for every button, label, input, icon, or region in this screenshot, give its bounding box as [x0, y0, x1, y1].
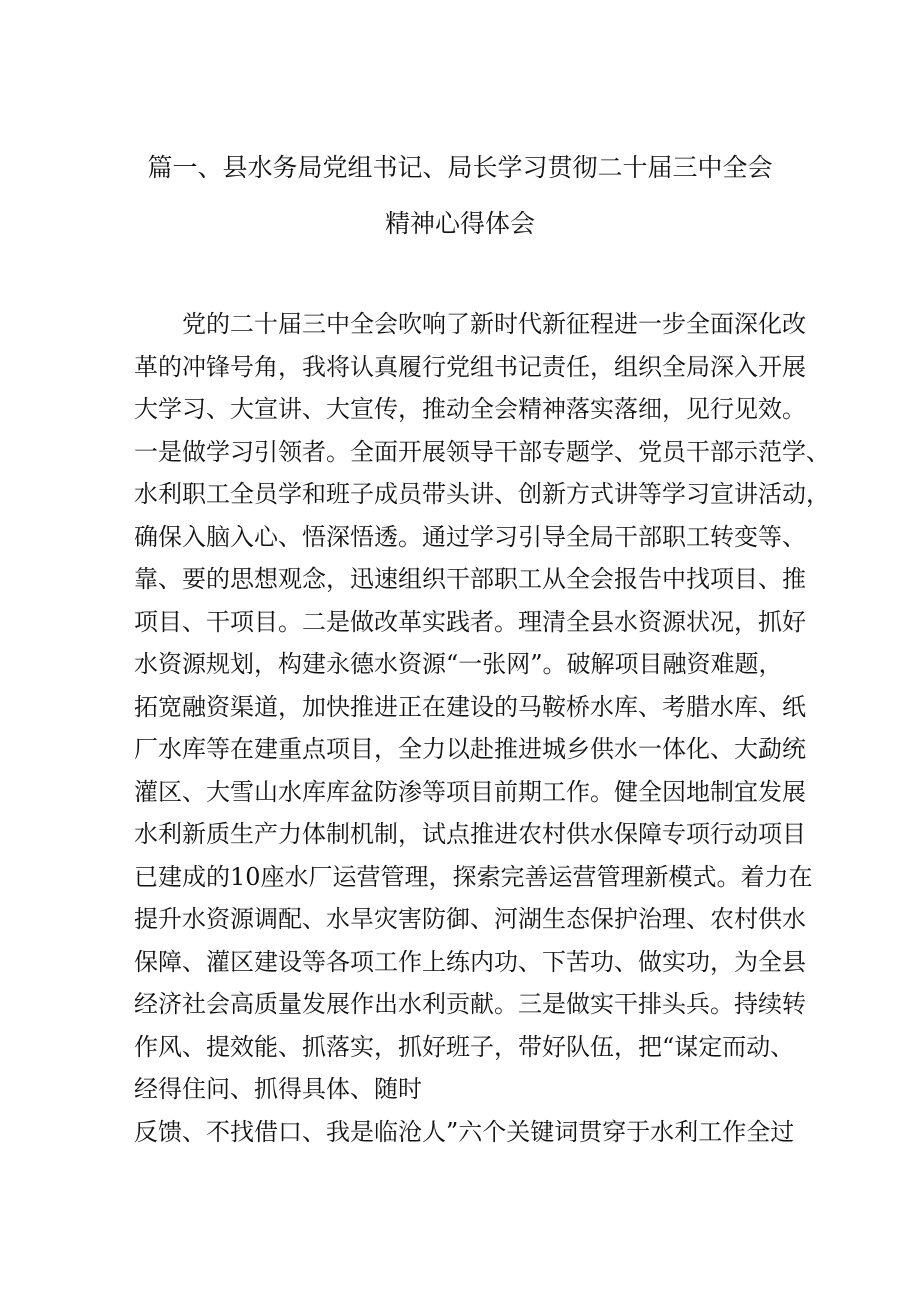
body-line: 一是做学习引领者。全面开展领导干部专题学、党员干部示范学、 [134, 437, 830, 466]
body-line: 保障、灌区建设等各项工作上练内功、下苦功、做实功，为全县 [134, 947, 806, 976]
body-line: 厂水库等在建重点项目，全力以赴推进城乡供水一体化、大勐统 [134, 735, 806, 763]
document-title-line-1: 篇一、县水务局党组书记、局长学习贯彻二十届三中全会 [147, 153, 773, 182]
body-line: 水资源规划，构建永德水资源“一张网”。破解项目融资难题， [134, 650, 783, 678]
body-line: 水利新质生产力体制机制，试点推进农村供水保障专项行动项目 [134, 820, 806, 848]
body-line: 提升水资源调配、水旱灾害防御、河湖生态保护治理、农村供水 [134, 905, 806, 933]
body-line: 作风、提效能、抓落实，抓好班子，带好队伍，把“谋定而动、 [134, 1032, 795, 1061]
document-title-line-2: 精神心得体会 [384, 209, 535, 238]
body-line: 已建成的10座水厂运营管理，探索完善运营管理新模式。着力在 [134, 862, 813, 891]
body-line: 项目、干项目。二是做改革实践者。理清全县水资源状况，抓好 [134, 607, 806, 636]
body-line: 靠、要的思想观念，迅速组织干部职工从全会报告中找项目、推 [134, 565, 806, 593]
body-line: 确保入脑入心、悟深悟透。通过学习引导全局干部职工转变等、 [134, 522, 806, 551]
body-line: 灌区、大雪山水库库盆防渗等项目前期工作。健全因地制宜发展 [134, 777, 806, 806]
body-line: 经济社会高质量发展作出水利贡献。三是做实干排头兵。持续转 [134, 990, 806, 1018]
body-line: 党的二十届三中全会吹响了新时代新征程进一步全面深化改 [182, 310, 806, 338]
document-body [134, 303, 830, 1153]
body-line: 经得住问、抓得具体、随时 [134, 1075, 422, 1103]
body-line: 水利职工全员学和班子成员带头讲、创新方式讲等学习宣讲活动， [134, 480, 830, 508]
body-line: 拓宽融资渠道，加快推进正在建设的马鞍桥水库、考腊水库、纸 [134, 692, 806, 721]
body-line: 革的冲锋号角，我将认真履行党组书记责任，组织全局深入开展 [134, 352, 806, 381]
body-line: 反馈、不找借口、我是临沧人”六个关键词贯穿于水利工作全过 [134, 1117, 795, 1146]
body-line: 大学习、大宣讲、大宣传，推动全会精神落实落细，见行见效。 [134, 395, 806, 423]
